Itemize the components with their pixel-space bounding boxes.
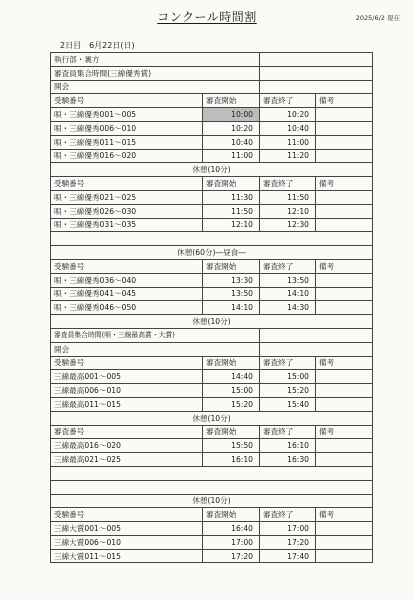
section-label: 開会 [51,342,260,356]
empty-cell [260,66,373,80]
examinee-range: 三線大賞006～010 [51,535,203,549]
table-row [51,535,373,549]
notes [316,121,373,135]
end-time: 15:00 [260,370,316,384]
table-row [51,549,373,563]
end-time: 15:40 [260,397,316,411]
table-row [51,453,373,467]
column-header-row [51,508,373,522]
notes [316,190,373,204]
column-header-end: 審査終了 [260,425,316,439]
page-title: コンクール時間割 [157,10,257,24]
end-time: 17:00 [260,522,316,536]
examinee-range: 三線最高011～015 [51,397,203,411]
section-label: 審査員集合時間(三線優秀賞) [51,66,260,80]
column-header-row [51,94,373,108]
schedule-table-body [51,53,373,563]
notes [316,135,373,149]
column-header-number: 受験番号 [51,508,203,522]
examinee-range: 唄・三線優秀021～025 [51,190,203,204]
notes [316,439,373,453]
day-label: 2日目 6月22日(日) [60,41,135,50]
column-header-notes: 備考 [316,259,373,273]
notes [316,149,373,163]
empty-cell [260,328,373,342]
end-time: 16:30 [260,453,316,467]
start-time: 14:10 [203,301,260,315]
end-time: 10:40 [260,121,316,135]
examinee-range: 三線最高006～010 [51,384,203,398]
column-header-start: 審査開始 [203,259,260,273]
examinee-range: 唄・三線優秀041～045 [51,287,203,301]
blank-row [51,232,373,246]
table-row [51,108,373,122]
notes [316,370,373,384]
column-header-end: 審査終了 [260,356,316,370]
blank-row [51,480,373,494]
column-header-notes: 備考 [316,508,373,522]
start-time: 10:20 [203,121,260,135]
table-row [51,439,373,453]
notes [316,397,373,411]
start-time: 15:20 [203,397,260,411]
end-time: 15:20 [260,384,316,398]
table-row [51,522,373,536]
end-time: 11:00 [260,135,316,149]
notes [316,204,373,218]
column-header-row [51,259,373,273]
end-time: 13:50 [260,273,316,287]
start-time: 12:10 [203,218,260,232]
column-header-row [51,425,373,439]
examinee-range: 三線大賞011～015 [51,549,203,563]
column-header-start: 審査開始 [203,94,260,108]
table-row [51,190,373,204]
column-header-end: 審査終了 [260,259,316,273]
start-time: 15:50 [203,439,260,453]
start-time: 17:00 [203,535,260,549]
column-header-number: 審査番号 [51,425,203,439]
table-row [51,397,373,411]
end-time: 14:30 [260,301,316,315]
notes [316,384,373,398]
end-time: 14:10 [260,287,316,301]
start-time: 17:20 [203,549,260,563]
column-header-notes: 備考 [316,177,373,191]
break-label: 休憩(10分) [51,411,373,425]
break-label: 休憩(10分) [51,315,373,329]
end-time: 10:20 [260,108,316,122]
empty-cell [260,342,373,356]
break-row [51,411,373,425]
section-label: 開会 [51,80,260,94]
section-label-row [51,328,373,342]
break-row [51,163,373,177]
column-header-number: 受験番号 [51,259,203,273]
end-time: 12:10 [260,204,316,218]
column-header-number: 受験番号 [51,356,203,370]
end-time: 17:20 [260,535,316,549]
start-time: 11:50 [203,204,260,218]
start-time: 11:00 [203,149,260,163]
start-time: 15:00 [203,384,260,398]
end-time: 11:20 [260,149,316,163]
examinee-range: 三線大賞001～005 [51,522,203,536]
start-time: 11:30 [203,190,260,204]
break-row [51,315,373,329]
examinee-range: 三線最高001～005 [51,370,203,384]
table-row [51,287,373,301]
empty-cell [51,480,373,494]
start-time: 13:50 [203,287,260,301]
column-header-row [51,177,373,191]
examinee-range: 唄・三線優秀046～050 [51,301,203,315]
table-row [51,135,373,149]
break-row [51,246,373,260]
column-header-start: 審査開始 [203,356,260,370]
table-row [51,301,373,315]
start-time: 16:40 [203,522,260,536]
notes [316,287,373,301]
notes [316,522,373,536]
table-row [51,121,373,135]
section-label-row [51,66,373,80]
schedule-table [50,52,373,563]
notes [316,301,373,315]
as-of-date: 2025/6/2 現在 [355,14,400,22]
column-header-end: 審査終了 [260,94,316,108]
table-row [51,384,373,398]
break-label: 休憩(10分) [51,163,373,177]
examinee-range: 唄・三線優秀006～010 [51,121,203,135]
column-header-notes: 備考 [316,425,373,439]
table-row [51,218,373,232]
section-label-row [51,342,373,356]
examinee-range: 唄・三線優秀016～020 [51,149,203,163]
notes [316,453,373,467]
table-row [51,370,373,384]
notes [316,535,373,549]
start-time: 10:00 [203,108,260,122]
examinee-range: 唄・三線優秀026～030 [51,204,203,218]
column-header-start: 審査開始 [203,177,260,191]
empty-cell [51,232,373,246]
section-label: 執行部・裏方 [51,53,260,67]
break-label: 休憩(60分)―昼食― [51,246,373,260]
notes [316,273,373,287]
examinee-range: 唄・三線優秀001～005 [51,108,203,122]
column-header-notes: 備考 [316,94,373,108]
examinee-range: 三線最高021～025 [51,453,203,467]
table-row [51,204,373,218]
empty-cell [260,80,373,94]
section-label-row [51,53,373,67]
column-header-number: 受験番号 [51,177,203,191]
blank-row [51,466,373,480]
notes [316,108,373,122]
empty-cell [260,53,373,67]
break-row [51,494,373,508]
section-label: 審査員集合時間(唄・三線最高賞・大賞) [51,328,260,342]
examinee-range: 唄・三線優秀036～040 [51,273,203,287]
column-header-end: 審査終了 [260,177,316,191]
start-time: 10:40 [203,135,260,149]
empty-cell [51,466,373,480]
column-header-start: 審査開始 [203,508,260,522]
end-time: 12:30 [260,218,316,232]
end-time: 17:40 [260,549,316,563]
examinee-range: 三線最高016～020 [51,439,203,453]
start-time: 16:10 [203,453,260,467]
column-header-row [51,356,373,370]
column-header-number: 受験番号 [51,94,203,108]
table-row [51,273,373,287]
section-label-row [51,80,373,94]
break-label: 休憩(10分) [51,494,373,508]
examinee-range: 唄・三線優秀011～015 [51,135,203,149]
column-header-notes: 備考 [316,356,373,370]
start-time: 13:30 [203,273,260,287]
notes [316,218,373,232]
table-row [51,149,373,163]
start-time: 14:40 [203,370,260,384]
examinee-range: 唄・三線優秀031～035 [51,218,203,232]
end-time: 11:50 [260,190,316,204]
column-header-end: 審査終了 [260,508,316,522]
notes [316,549,373,563]
column-header-start: 審査開始 [203,425,260,439]
end-time: 16:10 [260,439,316,453]
